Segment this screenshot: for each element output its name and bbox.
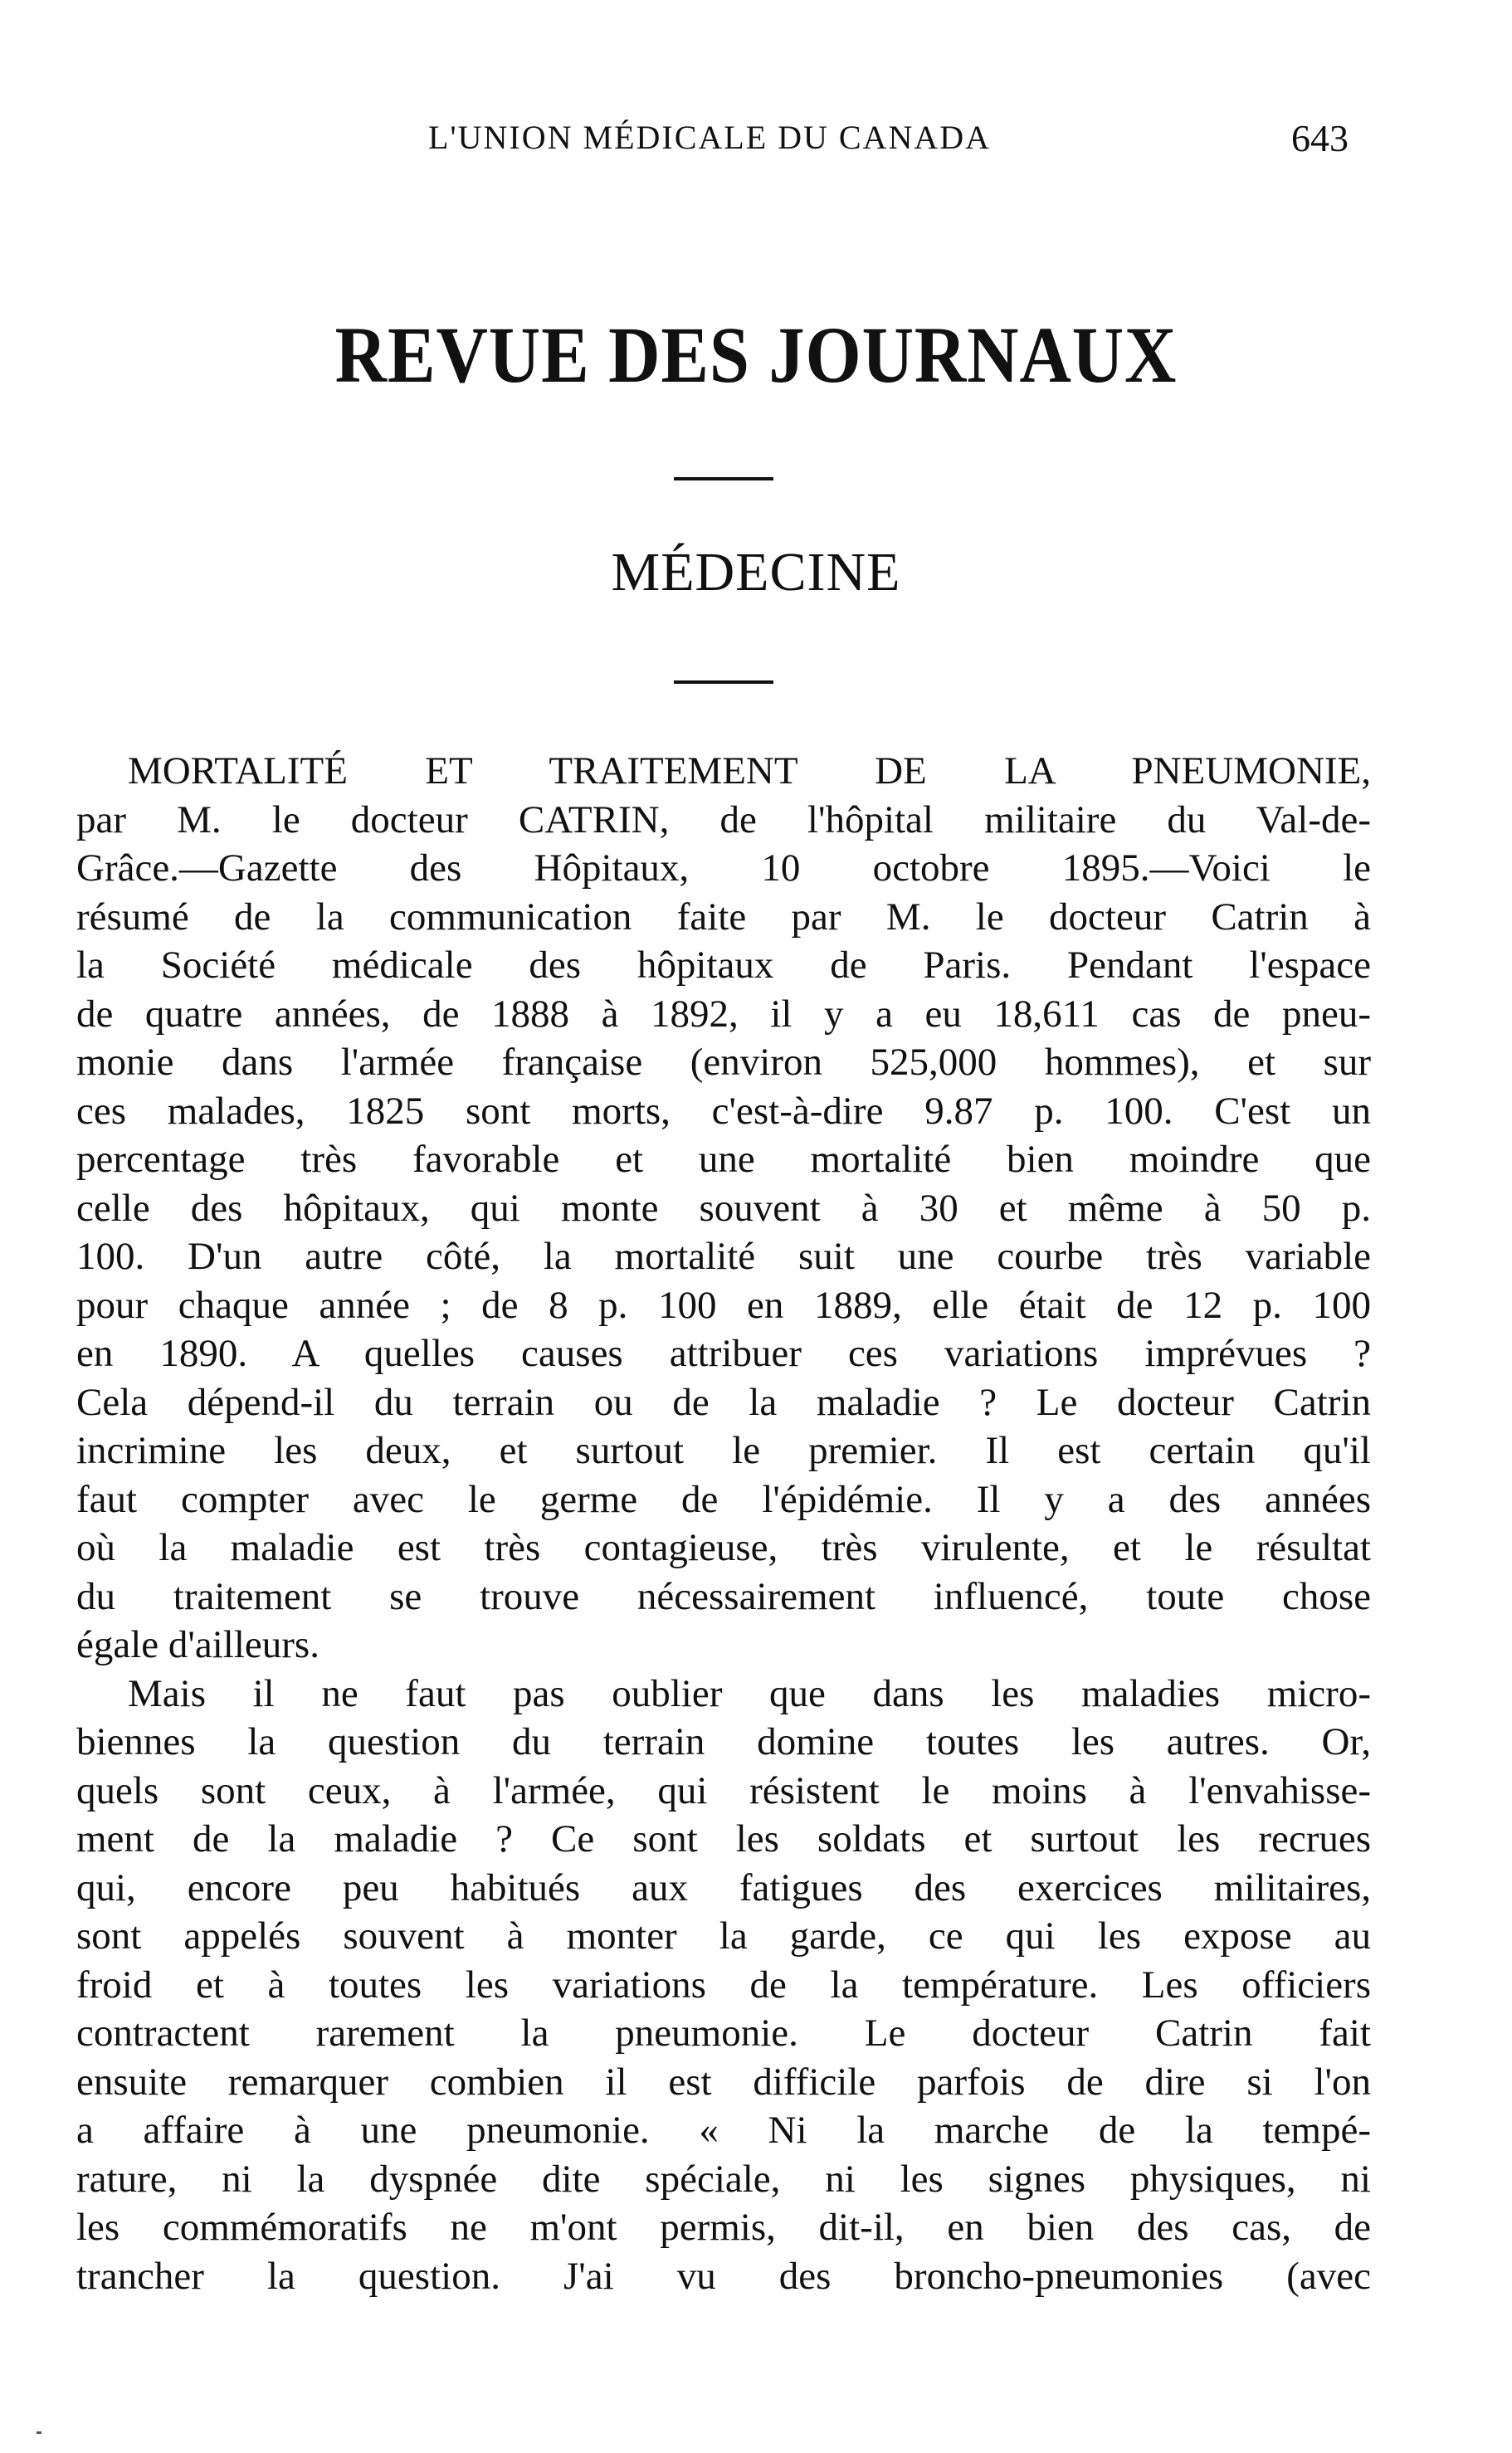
- text-line: la Société médicale des hôpitaux de Paris. Pendant l'espace: [76, 944, 1371, 987]
- text-line: ces malades, 1825 sont morts, c'est-à-dire 9.87 p. 100. C'est un: [76, 1089, 1371, 1133]
- text-line: du traitement se trouve nécessairement influencé, toute chose: [76, 1574, 1371, 1618]
- text-line: en 1890. A quelles causes attribuer ces variations imprévues ?: [76, 1332, 1371, 1375]
- text-line: résumé de la communication faite par M. le docteur Catrin à: [76, 895, 1371, 939]
- text-line: biennes la question du terrain domine toutes les autres. Or,: [76, 1720, 1371, 1763]
- page-title: REVUE DES JOURNAUX: [334, 310, 1178, 399]
- scan-speck: [37, 2431, 41, 2434]
- text-line: par M. le docteur CATRIN, de l'hôpital militaire du Val-de-: [76, 797, 1371, 841]
- section-heading: MÉDECINE: [611, 542, 901, 602]
- article-body: [76, 747, 1371, 2300]
- text-line: ment de la maladie ? Ce sont les soldats et surtout les recrues: [76, 1817, 1371, 1860]
- divider-rule: [674, 477, 773, 480]
- text-line: Mais il ne faut pas oublier que dans les maladies micro-: [128, 1671, 1371, 1715]
- text-line: de quatre années, de 1888 à 1892, il y a eu 18,611 cas de pneu-: [76, 992, 1371, 1036]
- text-line: faut compter avec le germe de l'épidémie. Il y a des années: [76, 1477, 1371, 1521]
- journal-name: L'UNION MÉDICALE DU CANADA: [428, 119, 992, 156]
- running-head: [0, 118, 1512, 168]
- text-line: percentage très favorable et une mortalité bien moindre que: [76, 1138, 1371, 1181]
- text-line: incrimine les deux, et surtout le premier. Il est certain qu'il: [76, 1429, 1371, 1472]
- text-line: rature, ni la dyspnée dite spéciale, ni les signes physiques, ni: [76, 2157, 1371, 2201]
- text-line: les commémoratifs ne m'ont permis, dit-il, en bien des cas, de: [76, 2206, 1371, 2249]
- text-line: celle des hôpitaux, qui monte souvent à 30 et même à 50 p.: [76, 1186, 1371, 1230]
- text-line: quels sont ceux, à l'armée, qui résistent le moins à l'envahisse-: [76, 1768, 1371, 1812]
- text-line: froid et à toutes les variations de la température. Les officiers: [76, 1963, 1371, 2007]
- text-line: MORTALITÉ ET TRAITEMENT DE LA PNEUMONIE,: [128, 749, 1371, 792]
- text-line: qui, encore peu habitués aux fatigues des exercices militaires,: [76, 1865, 1371, 1909]
- page-number: 643: [1291, 117, 1349, 159]
- text-line: pour chaque année ; de 8 p. 100 en 1889, elle était de 12 p. 100: [76, 1283, 1371, 1327]
- text-line: ensuite remarquer combien il est difficile parfois de dire si l'on: [76, 2060, 1371, 2104]
- divider-rule: [674, 680, 773, 684]
- text-line: contractent rarement la pneumonie. Le docteur Catrin fait: [76, 2012, 1371, 2055]
- text-line: égale d'ailleurs.: [76, 1623, 319, 1666]
- text-line: a affaire à une pneumonie. « Ni la marche de la tempé-: [76, 2109, 1371, 2152]
- text-line: où la maladie est très contagieuse, très virulente, et le résultat: [76, 1526, 1371, 1569]
- text-line: trancher la question. J'ai vu des broncho-pneumonies (avec: [76, 2254, 1371, 2298]
- text-line: Grâce.—Gazette des Hôpitaux, 10 octobre 1895.—Voici le: [76, 846, 1371, 890]
- text-line: monie dans l'armée française (environ 525,000 hommes), et sur: [76, 1041, 1371, 1084]
- text-line: 100. D'un autre côté, la mortalité suit une courbe très variable: [76, 1235, 1371, 1278]
- text-line: Cela dépend-il du terrain ou de la maladie ? Le docteur Catrin: [76, 1380, 1371, 1424]
- text-line: sont appelés souvent à monter la garde, ce qui les expose au: [76, 1914, 1371, 1958]
